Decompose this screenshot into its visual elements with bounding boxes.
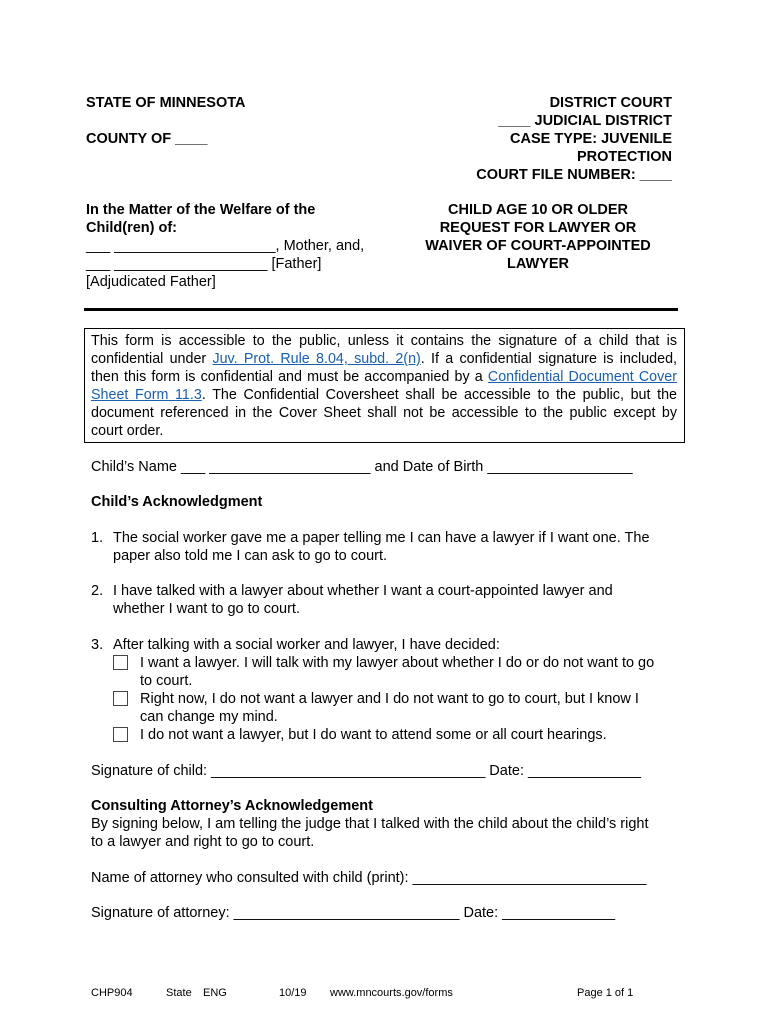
court-block [352, 94, 672, 184]
option-no-lawyer-no-court-checkbox[interactable] [113, 691, 128, 706]
case-caption [86, 201, 364, 291]
footer-date: 10/19 [279, 987, 307, 999]
notice-text-3: . The Confidential Coversheet shall be accessible to the public, but the document referenced in the Cover Sheet shall not be accessible to the public except by court order. [91, 387, 677, 439]
form-title [410, 201, 666, 273]
form-title-line-3: WAIVER OF COURT-APPOINTED [425, 238, 651, 254]
option-3-line-1: I do not want a lawyer, but I do want to attend some or all court hearings. [140, 727, 607, 743]
case-type: CASE TYPE: JUVENILE [510, 131, 672, 147]
child-signature-field[interactable]: Signature of child: __________________________________ Date: ______________ [91, 763, 641, 779]
child-acknowledgment-heading: Child’s Acknowledgment [91, 494, 263, 510]
juv-rule-link[interactable]: Juv. Prot. Rule 8.04, subd. 2(n) [212, 351, 421, 367]
divider-rule [84, 308, 678, 311]
mother-line: ___ ____________________, Mother, and, [86, 238, 365, 254]
adjudicated-father: [Adjudicated Father] [86, 274, 216, 290]
item-2-line-1: I have talked with a lawyer about whether I want a court-appointed lawyer and [113, 583, 613, 599]
footer-page-number: Page 1 of 1 [577, 987, 634, 999]
cover-sheet-link[interactable]: Confidential Document Cover Sheet Form 11.3 [91, 369, 677, 403]
matter-line-2: Child(ren) of: [86, 220, 178, 236]
judicial-district: ____ JUDICIAL DISTRICT [498, 113, 672, 129]
item-3-number: 3. [91, 637, 104, 653]
item-3-line-1: After talking with a social worker and lawyer, I have decided: [113, 637, 500, 653]
court-file-number: COURT FILE NUMBER: ____ [476, 167, 672, 183]
notice-text-2: . If a confidential signature is included, then this form is confidential and must be accompanied by a [91, 351, 677, 385]
footer-form-id: CHP904 [91, 987, 133, 999]
item-2-number: 2. [91, 583, 104, 599]
state-label: STATE OF MINNESOTA [86, 95, 246, 111]
item-1-number: 1. [91, 530, 104, 546]
item-1-line-1: The social worker gave me a paper telling me I can have a lawyer if I want one. The [113, 530, 650, 546]
matter-line-1: In the Matter of the Welfare of the [86, 202, 316, 218]
item-1-line-2: paper also told me I can ask to go to court. [113, 548, 388, 564]
attorney-name-field[interactable]: Name of attorney who consulted with child (print): _____________________________ [91, 870, 647, 886]
footer-language: ENG [203, 987, 227, 999]
confidentiality-notice [84, 328, 685, 443]
item-2-line-2: whether I want to go to court. [113, 601, 300, 617]
child-name-dob-field[interactable]: Child’s Name ___ ____________________ and Date of Birth __________________ [91, 459, 633, 475]
option-want-lawyer-checkbox[interactable] [113, 655, 128, 670]
footer-url: www.mncourts.gov/forms [330, 987, 453, 999]
footer-state: State [166, 987, 192, 999]
attorney-signature-field[interactable]: Signature of attorney: ____________________________ Date: ______________ [91, 905, 616, 921]
form-title-line-1: CHILD AGE 10 OR OLDER [448, 202, 628, 218]
option-2-line-1: Right now, I do not want a lawyer and I do not want to go to court, but I know I [140, 691, 639, 707]
attorney-acknowledgement-heading: Consulting Attorney’s Acknowledgement [91, 798, 373, 814]
attorney-text-line-2: to a lawyer and right to go to court. [91, 834, 315, 850]
county-label: COUNTY OF ____ [86, 131, 208, 147]
option-no-lawyer-attend-checkbox[interactable] [113, 727, 128, 742]
option-1-line-1: I want a lawyer. I will talk with my lawyer about whether I do or do not want to go [140, 655, 655, 671]
court-name: DISTRICT COURT [549, 95, 672, 111]
attorney-text-line-1: By signing below, I am telling the judge that I talked with the child about the child’s right [91, 816, 649, 832]
option-1-line-2: to court. [140, 673, 193, 689]
option-2-line-2: can change my mind. [140, 709, 278, 725]
notice-text-1: This form is accessible to the public, unless it contains the signature of a child that is confidential under [91, 333, 677, 367]
father-line: ___ ___________________ [Father] [86, 256, 322, 272]
case-type-cont: PROTECTION [576, 149, 672, 165]
form-title-line-4: LAWYER [506, 256, 570, 272]
form-title-line-2: REQUEST FOR LAWYER OR [439, 220, 637, 236]
